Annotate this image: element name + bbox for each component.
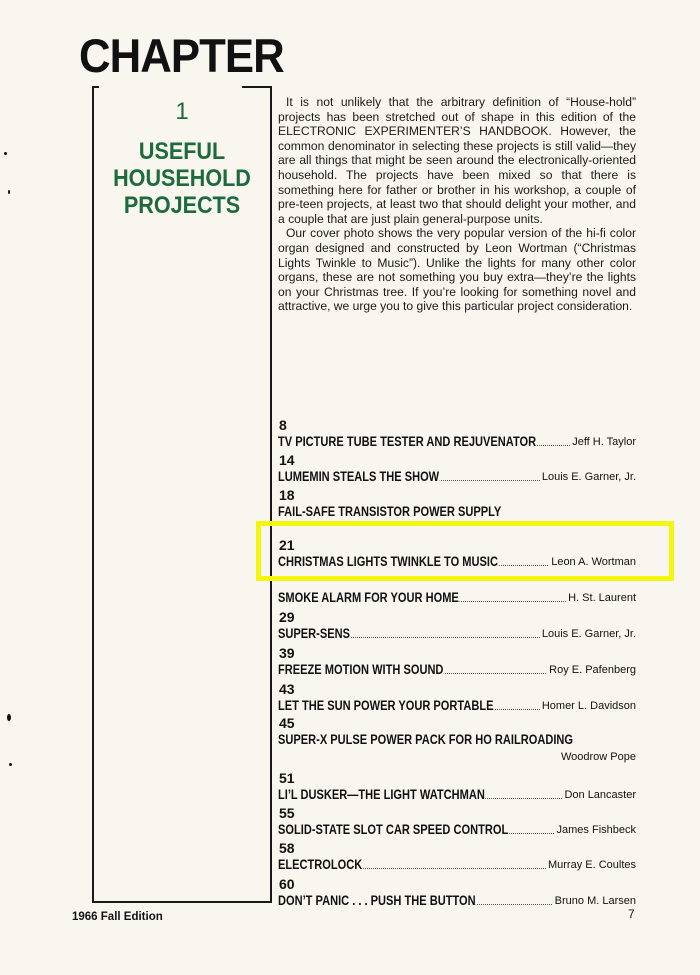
toc-line — [278, 662, 636, 678]
toc-author: Don Lancaster — [564, 789, 636, 801]
page-number: 7 — [628, 907, 635, 921]
toc-author: Jeff H. Taylor — [572, 436, 636, 448]
chapter-heading: CHAPTER — [79, 29, 284, 82]
toc-page-number: 43 — [279, 681, 295, 697]
highlight-box — [256, 521, 674, 581]
toc-page-number: 45 — [279, 715, 295, 731]
chapter-box — [92, 86, 272, 903]
toc-author: Louis E. Garner, Jr. — [541, 471, 636, 483]
toc-author: Louis E. Garner, Jr. — [541, 628, 636, 640]
toc-line — [278, 590, 636, 606]
chapter-title-line: HOUSEHOLD — [113, 165, 251, 192]
toc-page-number: 58 — [279, 840, 295, 856]
toc-page-number: 60 — [279, 876, 295, 892]
toc-page-number: 8 — [279, 417, 287, 433]
toc-author: James Fishbeck — [556, 824, 636, 836]
toc-line — [278, 469, 636, 485]
toc-page-number: 14 — [279, 452, 295, 468]
toc-title: FREEZE MOTION WITH SOUND — [278, 662, 444, 677]
toc-line — [278, 626, 636, 642]
toc-title: TV PICTURE TUBE TESTER AND REJUVENATOR — [278, 434, 537, 449]
toc-author: Leon A. Wortman — [551, 556, 636, 568]
toc-page-number: 18 — [279, 487, 295, 503]
toc-line — [278, 434, 636, 450]
toc-author: Roy E. Pafenberg — [549, 664, 636, 676]
chapter-title-line: PROJECTS — [123, 192, 241, 219]
scan-speck — [7, 714, 11, 721]
toc-line — [278, 787, 636, 803]
toc-line — [278, 698, 636, 714]
chapter-title — [105, 138, 260, 219]
toc-page-number: 29 — [279, 609, 295, 625]
toc-line — [278, 893, 636, 909]
toc-title: LI’L DUSKER—THE LIGHT WATCHMAN — [278, 787, 485, 802]
toc-line — [278, 504, 636, 520]
toc-author: Murray E. Coultes — [547, 859, 636, 871]
toc-title: LUMEMIN STEALS THE SHOW — [278, 469, 440, 484]
toc-title: DON’T PANIC . . . PUSH THE BUTTON — [278, 893, 476, 908]
toc-page-number: 39 — [279, 645, 295, 661]
scan-speck — [8, 190, 10, 194]
intro-paragraph: Our cover photo shows the very popular version of the hi-fi color organ designed and constructed by Leon Wortman (“Christmas Lights Twinkle to Music”). Unlike the lights for many other color organs, these are not something you buy extra—they’re the lights on your Christmas tree. If you’re looking for something novel and attractive, we urge you to give this particular project consideration. — [278, 226, 636, 314]
toc-page-number: 55 — [279, 805, 295, 821]
toc-title: ELECTROLOCK — [278, 857, 363, 872]
toc-title: SUPER-X PULSE POWER PACK FOR HO RAILROADING — [278, 732, 574, 747]
toc-title: LET THE SUN POWER YOUR PORTABLE — [278, 698, 494, 713]
edition-label: 1966 Fall Edition — [72, 911, 163, 923]
toc-line — [278, 822, 636, 838]
toc-title: SOLID-STATE SLOT CAR SPEED CONTROL — [278, 822, 509, 837]
toc-page-number: 51 — [279, 770, 295, 786]
toc-line — [278, 732, 636, 763]
toc-author: H. St. Laurent — [568, 592, 636, 604]
toc-title: CHRISTMAS LIGHTS TWINKLE TO MUSIC — [278, 554, 498, 569]
toc-title: FAIL-SAFE TRANSISTOR POWER SUPPLY — [278, 504, 502, 519]
toc-author: Woodrow Pope — [560, 751, 636, 763]
chapter-number: 1 — [175, 98, 189, 125]
scan-speck — [9, 763, 12, 766]
intro-paragraph: It is not unlikely that the arbitrary definition of “House-hold” projects has been stretched out of shape in this edition of the ELECTRONIC EXPERIMENTER’S HANDBOOK. However, the common denominator in selecting these projects is still valid—they are all things that might be seen around the electronically-oriented household. The projects have been mixed so that there is something here for father or brother in his workshop, a couple of pre-teen projects, at least two that should delight your mother, and a couple that are just plain general-purpose units. — [278, 95, 636, 226]
toc-page-number: 21 — [279, 537, 295, 553]
intro-text — [278, 95, 636, 314]
toc-author: Bruno M. Larsen — [554, 895, 636, 907]
chapter-title-line: USEFUL — [138, 138, 226, 165]
toc-title: SUPER-SENS — [278, 626, 350, 641]
toc-title: SMOKE ALARM FOR YOUR HOME — [278, 590, 459, 605]
toc-line — [278, 857, 636, 873]
toc-author: Homer L. Davidson — [541, 700, 636, 712]
scan-speck — [4, 152, 7, 155]
